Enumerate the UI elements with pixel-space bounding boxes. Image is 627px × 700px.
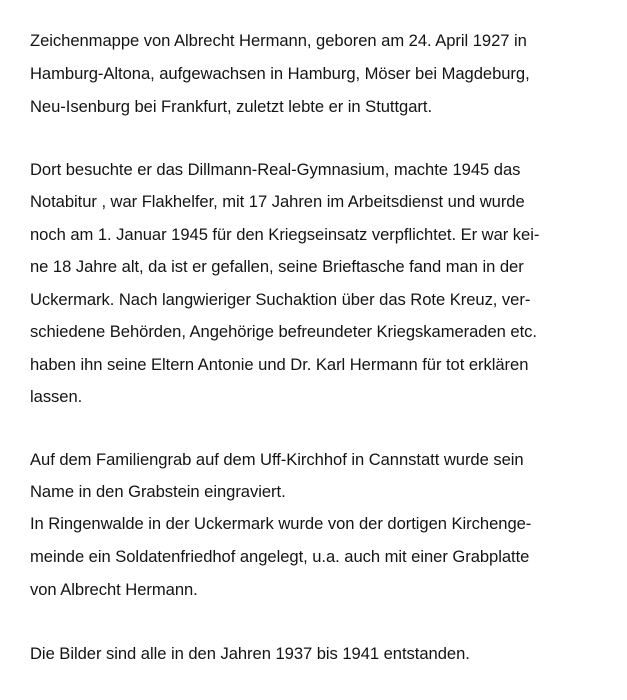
paragraph-2-line-4: ne 18 Jahre alt, da ist er gefallen, seine Brieftasche fand man in der (30, 257, 524, 276)
paragraph-2-line-3: noch am 1. Januar 1945 für den Kriegseinsatz verpflichtet. Er war kei- (30, 225, 540, 244)
paragraph-4-line-1: Die Bilder sind alle in den Jahren 1937 bis 1941 entstanden. (30, 644, 470, 663)
paragraph-3-line-3: In Ringenwalde in der Uckermark wurde von der dortigen Kirchenge- (30, 514, 532, 533)
paragraph-3-line-2: Name in den Grabstein eingraviert. (30, 482, 286, 501)
paragraph-1-line-1: Zeichenmappe von Albrecht Hermann, geboren am 24. April 1927 in (30, 31, 527, 50)
paragraph-2-line-8: lassen. (30, 387, 83, 406)
paragraph-2-line-7: haben ihn seine Eltern Antonie und Dr. Karl Hermann für tot erklären (30, 355, 529, 374)
paragraph-2-line-2: Notabitur , war Flakhelfer, mit 17 Jahren im Arbeitsdienst und wurde (30, 192, 525, 211)
paragraph-3-line-1: Auf dem Familiengrab auf dem Uff-Kirchhof in Cannstatt wurde sein (30, 450, 524, 469)
paragraph-3-line-5: von Albrecht Hermann. (30, 580, 198, 599)
paragraph-1-line-2: Hamburg-Altona, aufgewachsen in Hamburg, Möser bei Magdeburg, (30, 64, 530, 83)
paragraph-2-line-1: Dort besuchte er das Dillmann-Real-Gymnasium, machte 1945 das (30, 160, 521, 179)
paragraph-1-line-3: Neu-Isenburg bei Frankfurt, zuletzt lebte er in Stuttgart. (30, 97, 433, 116)
paragraph-2-line-5: Uckermark. Nach langwieriger Suchaktion über das Rote Kreuz, ver- (30, 290, 531, 309)
paragraph-3-line-4: meinde ein Soldatenfriedhof angelegt, u.a. auch mit einer Grabplatte (30, 547, 530, 566)
paragraph-2-line-6: schiedene Behörden, Angehörige befreundeter Kriegskameraden etc. (30, 322, 537, 341)
